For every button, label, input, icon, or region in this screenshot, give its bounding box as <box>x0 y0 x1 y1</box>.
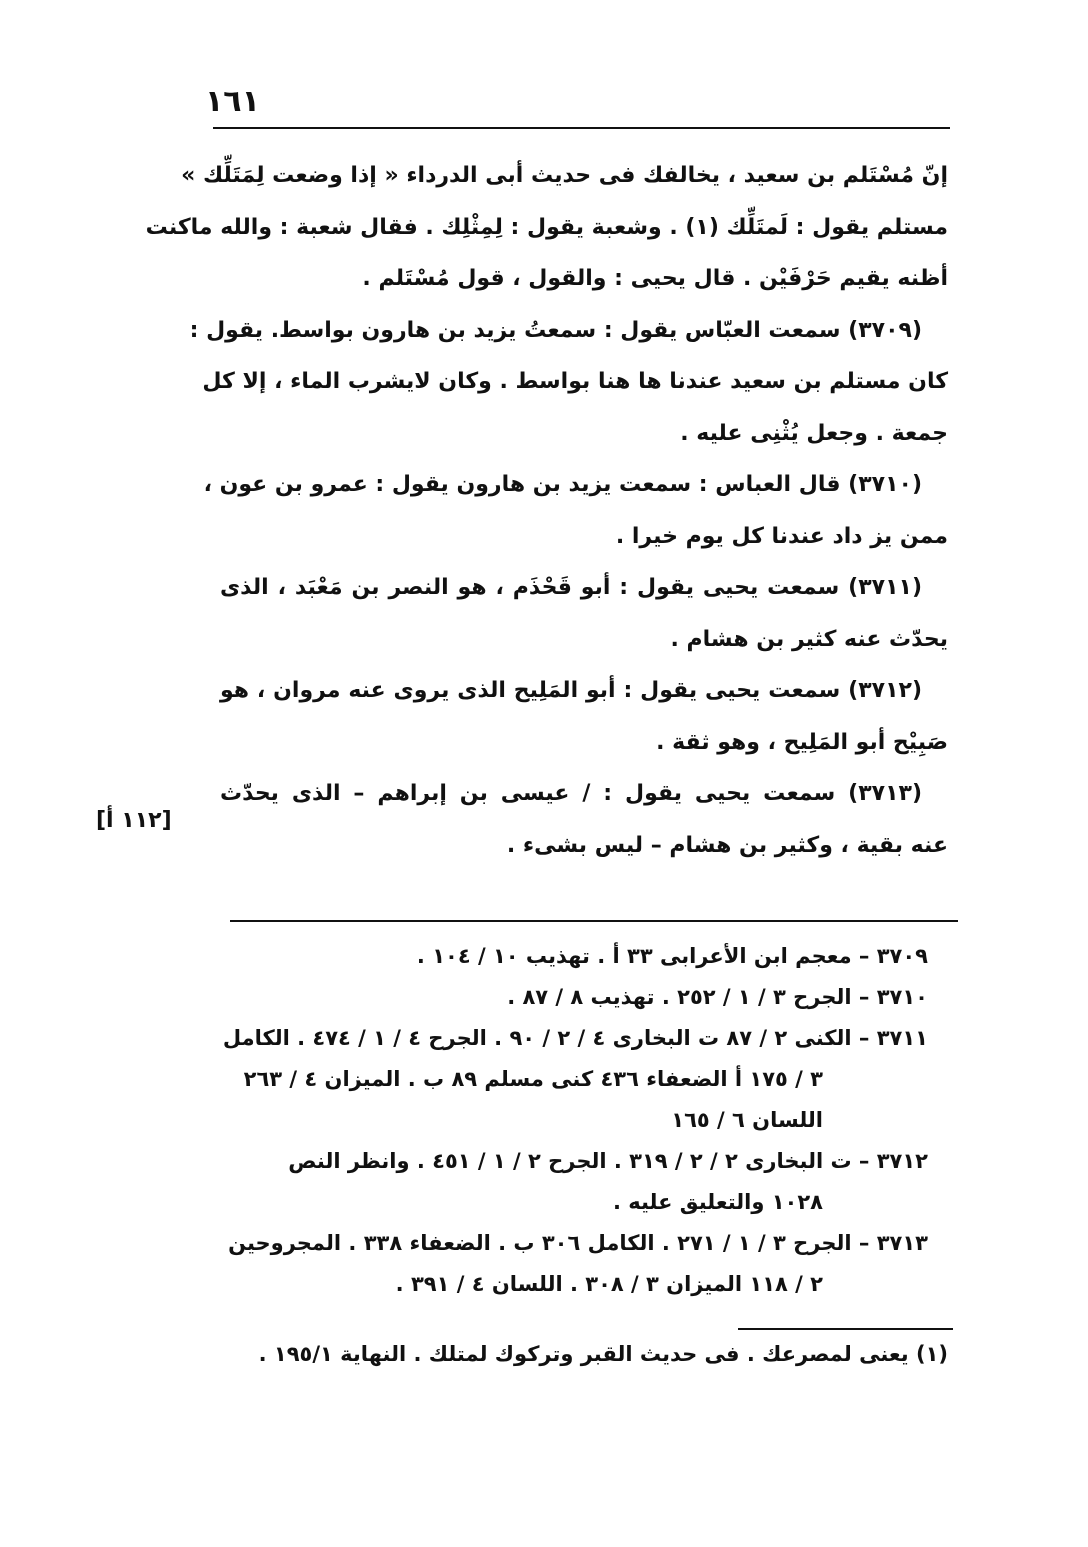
reference-3713-cont: ٢ / ١١٨ الميزان ٣ / ٣٠٨ . اللسان ٤ / ٣٩١ . <box>395 1272 823 1296</box>
reference-3711: ٣٧١١ – الكنى ٢ / ٨٧ ت البخارى ٤ / ٢ / ٩٠ . الجرح ٤ / ١ / ٤٧٤ . الكامل <box>222 1026 928 1050</box>
footnote-rule <box>738 1328 953 1330</box>
reference-3711-cont: اللسان ٦ / ١٦٥ <box>671 1108 823 1132</box>
entry-3710-line: (٣٧١٠) قال العباس : سمعت يزيد بن هارون يقول : عمرو بن عون ، <box>203 472 922 497</box>
entry-3709-line: كان مستلم بن سعيد عندنا ها هنا بواسط . وكان لايشرب الماء ، إلا كل <box>202 369 948 394</box>
reference-3710: ٣٧١٠ – الجرح ٣ / ١ / ٢٥٢ . تهذيب ٨ / ٨٧ . <box>507 985 928 1009</box>
page-number: ١٦١ <box>205 84 260 119</box>
manuscript-folio-marker: [١١٢ أ] <box>96 808 172 833</box>
entry-3709-line: (٣٧٠٩) سمعت العبّاس يقول : سمعتُ يزيد بن هارون بواسط. يقول : <box>189 317 922 343</box>
main-text <box>145 150 948 871</box>
reference-3709: ٣٧٠٩ – معجم ابن الأعرابى ٣٣ أ . تهذيب ١٠ / ١٠٤ . <box>416 944 928 968</box>
entry-3710-line: ممن يز داد عندنا كل يوم خيرا . <box>615 523 948 549</box>
entry-3711-line: (٣٧١١) سمعت يحيى يقول : أبو قَحْذَم ، هو النصر بن مَعْبَد ، الذى <box>220 575 922 600</box>
references <box>220 936 928 1305</box>
reference-3711-cont: ٣ / ١٧٥ أ الضعفاء ٤٣٦ كنى مسلم ٨٩ ب . الميزان ٤ / ٢٦٣ <box>243 1067 823 1091</box>
reference-3713: ٣٧١٣ – الجرح ٣ / ١ / ٢٧١ . الكامل ٣٠٦ ب . الضعفاء ٣٣٨ . المجروحين <box>228 1231 928 1255</box>
header-rule <box>213 127 950 129</box>
text-line: إنّ مُسْتَلم بن سعيد ، يخالفك فى حديث أبى الدرداء « إذا وضعت لِمَتَلِّك » <box>181 163 948 188</box>
references-rule <box>230 920 958 922</box>
entry-3713-line: (٣٧١٣) سمعت يحيى يقول : / عيسى بن إبراهم – الذى يحدّث <box>220 781 922 806</box>
footnote: (١) يعنى لمصرعك . فى حديث القبر وتركوك لمتلك . النهاية ١٩٥/١ . <box>258 1342 948 1366</box>
entry-3709-line: جمعة . وجعل يُثْنِى عليه . <box>680 420 948 446</box>
text-line: أظنه يقيم حَرْفَيْن . قال يحيى : والقول ، قول مُسْتَلم . <box>362 266 948 291</box>
reference-3712-cont: ١٠٢٨ والتعليق عليه . <box>612 1190 823 1214</box>
entry-3711-line: يحدّث عنه كثير بن هشام . <box>670 626 948 652</box>
entry-3712-line: (٣٧١٢) سمعت يحيى يقول : أبو المَلِيح الذى يروى عنه مروان ، هو <box>220 678 922 703</box>
reference-3712: ٣٧١٢ – ت البخارى ٢ / ٢ / ٣١٩ . الجرح ٢ / ١ / ٤٥١ . وانظر النص <box>288 1149 928 1173</box>
text-line: مستلم يقول : لَمتَلِّك (١) . وشعبة يقول : لِمِثْلِك . فقال شعبة : والله ماكنت <box>145 214 948 240</box>
entry-3712-line: صَبِيْح أبو المَلِيح ، وهو ثقة . <box>656 729 948 755</box>
entry-3713-line: عنه بقية ، وكثير بن هشام – ليس بشىء . <box>506 832 948 858</box>
